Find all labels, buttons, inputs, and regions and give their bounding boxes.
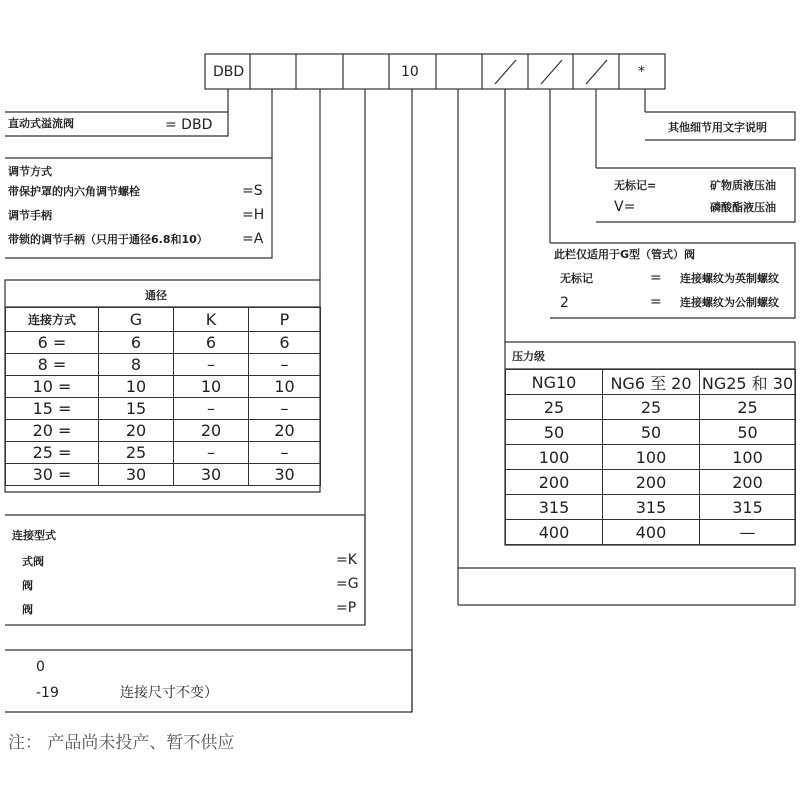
bore-table [5, 307, 321, 486]
pressure-cell: 25 [603, 395, 700, 420]
bore-cell: 10 [249, 376, 321, 398]
series-line-3: 连接尺寸不变） [120, 685, 218, 701]
pressure-cell: 200 [506, 470, 603, 495]
table-row [506, 470, 796, 495]
code-size: 10 [401, 64, 419, 80]
bore-cell: 15 [99, 398, 174, 420]
code-marker: * [638, 64, 645, 80]
connection-item-code: =G [336, 576, 359, 592]
bore-cell: 20 = [6, 420, 99, 442]
fluid-item-value: 磷酸酯液压油 [710, 201, 776, 214]
bore-header: P [249, 308, 321, 332]
table-row [6, 398, 321, 420]
bore-header: K [174, 308, 249, 332]
pressure-cell: 315 [506, 495, 603, 520]
fluid-item-label: 无标记= [614, 179, 657, 192]
bore-title: 通径 [145, 289, 167, 302]
pressure-cell: 400 [506, 520, 603, 545]
adjust-item-code: =H [242, 207, 265, 223]
bore-cell: – [174, 354, 249, 376]
connection-item-code: =P [336, 600, 357, 616]
fluid-item-label: V= [614, 199, 636, 215]
code-row-frame [205, 54, 665, 89]
pressure-cell: — [700, 520, 796, 545]
bore-cell: 6 [99, 332, 174, 354]
table-row [6, 442, 321, 464]
table-row [6, 464, 321, 486]
pressure-header: NG25 和 30 [700, 370, 796, 395]
pressure-cell: 315 [700, 495, 796, 520]
bore-cell: 30 [174, 464, 249, 486]
pressure-cell: 25 [506, 395, 603, 420]
thread-item-eq: = [650, 294, 662, 310]
bore-cell: 6 [174, 332, 249, 354]
pressure-cell: 50 [506, 420, 603, 445]
pressure-table [505, 369, 796, 545]
bore-cell: 30 = [6, 464, 99, 486]
adjust-item-code: =A [242, 231, 264, 247]
bore-cell: 25 = [6, 442, 99, 464]
valve-type-code: = DBD [165, 117, 213, 133]
series-line-2: -19 [36, 685, 59, 701]
connection-item-label: 阀 [22, 603, 33, 616]
pressure-header: NG10 [506, 370, 603, 395]
bore-cell: 8 [99, 354, 174, 376]
adjust-title: 调节方式 [8, 165, 52, 178]
bore-cell: 10 [99, 376, 174, 398]
bore-header: 连接方式 [6, 308, 99, 332]
thread-item-label: 无标记 [560, 272, 593, 285]
table-row [6, 354, 321, 376]
thread-item-value: 连接螺纹为英制螺纹 [680, 272, 779, 285]
bore-cell: 20 [174, 420, 249, 442]
pressure-cell: 200 [603, 470, 700, 495]
adjust-item-code: =S [242, 183, 263, 199]
bore-cell: – [249, 354, 321, 376]
bore-cell: 20 [249, 420, 321, 442]
pressure-cell: 100 [603, 445, 700, 470]
table-row [506, 445, 796, 470]
footnote: 注： 产品尚未投产、暂不供应 [8, 733, 235, 753]
bore-cell: – [174, 442, 249, 464]
thread-title: 此栏仅适用于G型（管式）阀 [554, 248, 696, 261]
bore-cell: 10 = [6, 376, 99, 398]
connection-item-code: =K [336, 552, 357, 568]
bore-cell: 6 [249, 332, 321, 354]
table-row [506, 420, 796, 445]
fluid-item-value: 矿物质液压油 [710, 179, 776, 192]
pressure-cell: 200 [700, 470, 796, 495]
series-line-1: 0 [36, 659, 45, 675]
other-details: 其他细节用文字说明 [668, 121, 767, 134]
pressure-cell: 100 [700, 445, 796, 470]
adjust-item-label: 带锁的调节手柄（只用于通径6.8和10） [8, 233, 208, 246]
bore-header: G [99, 308, 174, 332]
table-row [506, 495, 796, 520]
bore-cell: – [249, 442, 321, 464]
pressure-title: 压力级 [512, 350, 545, 363]
pressure-cell: 50 [603, 420, 700, 445]
table-row [6, 376, 321, 398]
pressure-header: NG6 至 20 [603, 370, 700, 395]
pressure-cell: 100 [506, 445, 603, 470]
bore-cell: – [249, 398, 321, 420]
pressure-cell: 400 [603, 520, 700, 545]
thread-item-eq: = [650, 270, 662, 286]
bore-cell: – [174, 398, 249, 420]
thread-item-label: 2 [560, 295, 569, 311]
bore-cell: 10 [174, 376, 249, 398]
bore-cell: 15 = [6, 398, 99, 420]
bore-cell: 25 [99, 442, 174, 464]
connection-item-label: 阀 [22, 579, 33, 592]
slash-1 [495, 60, 516, 84]
pressure-cell: 25 [700, 395, 796, 420]
table-row [506, 395, 796, 420]
table-row [506, 520, 796, 545]
slash-2 [541, 60, 562, 84]
table-row [6, 332, 321, 354]
adjust-item-label: 带保护罩的内六角调节螺栓 [8, 185, 140, 198]
bore-cell: 8 = [6, 354, 99, 376]
slash-3 [586, 60, 607, 84]
bore-cell: 30 [249, 464, 321, 486]
bore-cell: 20 [99, 420, 174, 442]
valve-type-label: 直动式溢流阀 [8, 117, 74, 130]
bore-cell: 30 [99, 464, 174, 486]
adjust-item-label: 调节手柄 [8, 209, 52, 222]
pressure-cell: 315 [603, 495, 700, 520]
bore-cell: 6 = [6, 332, 99, 354]
thread-item-value: 连接螺纹为公制螺纹 [680, 296, 779, 309]
code-prefix: DBD [213, 64, 245, 80]
pressure-cell: 50 [700, 420, 796, 445]
connection-title: 连接型式 [12, 529, 56, 542]
connection-item-label: 式阀 [22, 555, 44, 568]
table-row [6, 420, 321, 442]
